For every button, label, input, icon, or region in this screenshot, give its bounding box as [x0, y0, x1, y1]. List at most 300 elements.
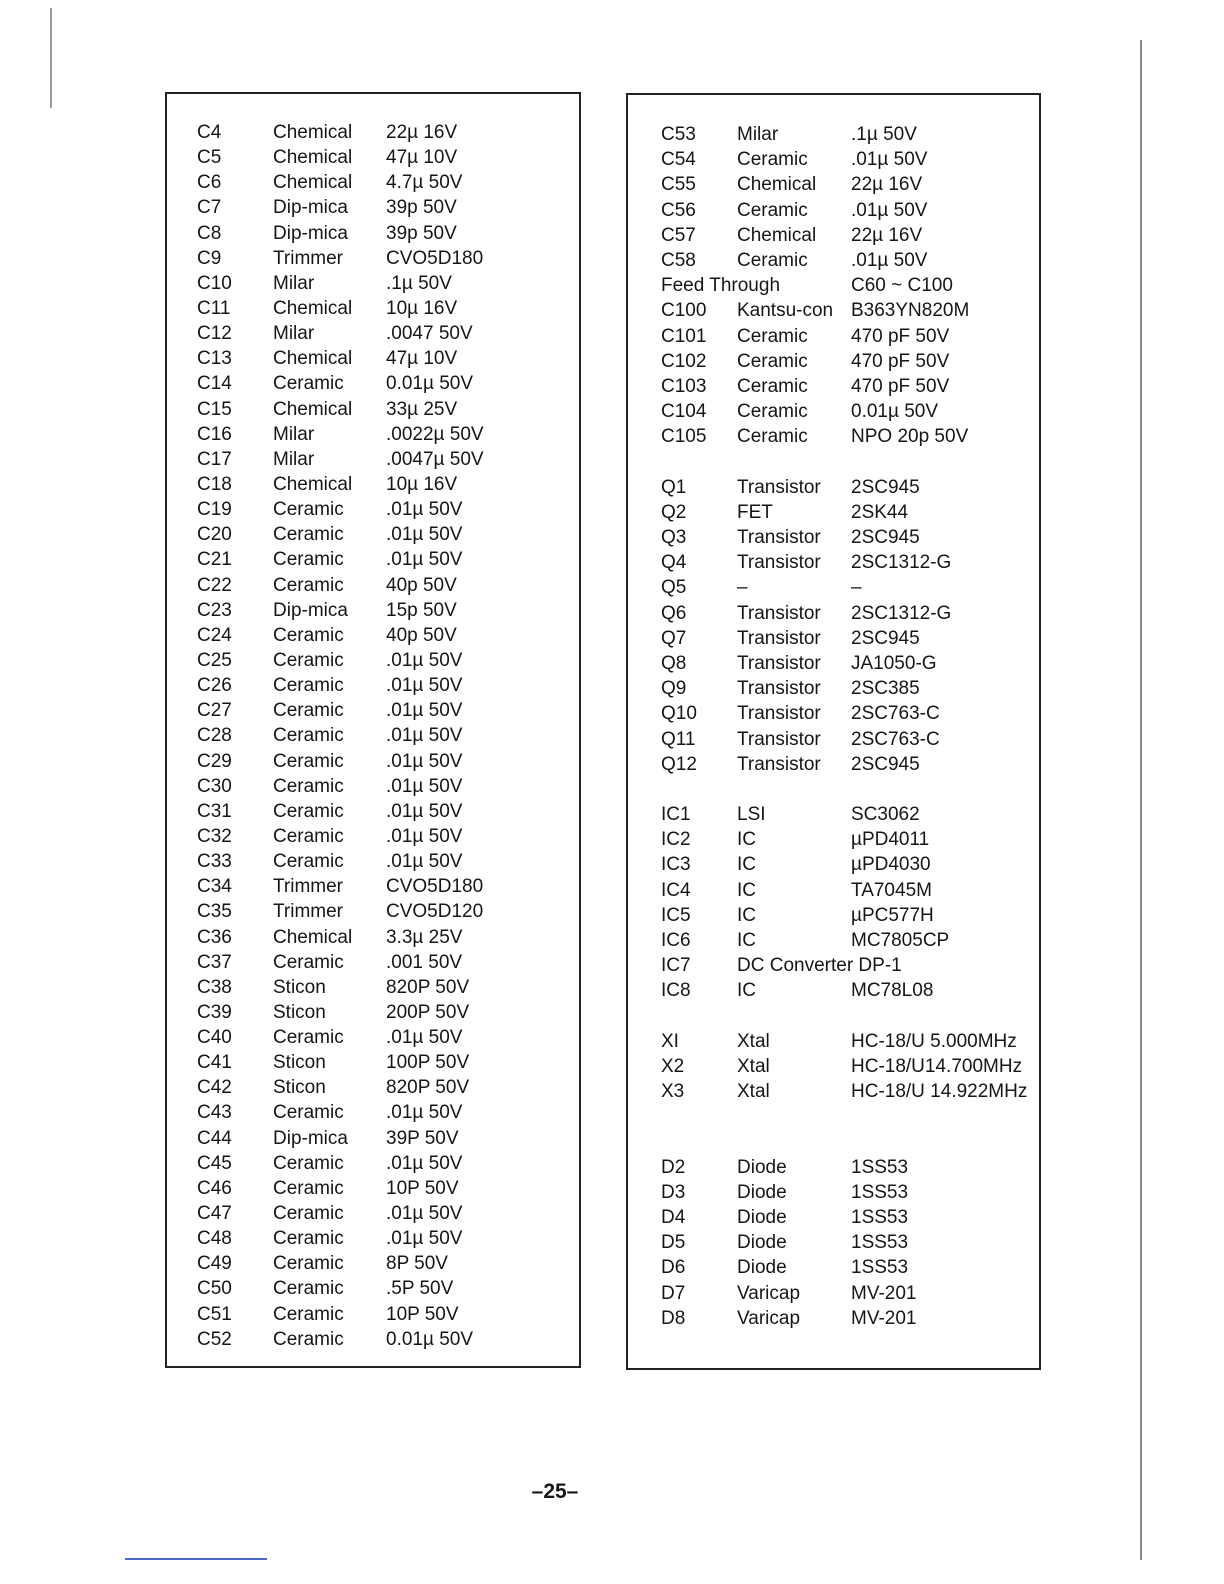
part-type: Ceramic — [737, 325, 808, 347]
part-ref: C21 — [197, 549, 232, 571]
part-ref: C32 — [197, 825, 232, 847]
part-value: 39p 50V — [386, 197, 457, 219]
part-type: Transistor — [737, 652, 821, 674]
part-value: 820P 50V — [386, 1077, 470, 1099]
part-value: .01µ 50V — [851, 249, 928, 271]
parts-row — [167, 1251, 579, 1276]
parts-row — [628, 1230, 1039, 1255]
part-value: CVO5D180 — [386, 247, 484, 269]
part-value: – — [851, 577, 862, 599]
parts-row — [167, 874, 579, 899]
parts-row — [628, 601, 1039, 626]
part-value: 470 pF 50V — [851, 350, 950, 372]
part-ref: C54 — [661, 149, 696, 171]
part-value: .001 50V — [386, 951, 463, 973]
part-value: µPC577H — [851, 904, 934, 926]
part-value: .01µ 50V — [386, 1203, 463, 1225]
part-type: Transistor — [737, 602, 821, 624]
part-type: Chemical — [273, 348, 353, 370]
part-value: 0.01µ 50V — [386, 373, 474, 395]
parts-row — [628, 978, 1039, 1003]
part-type: Milar — [273, 448, 315, 470]
part-value: 820P 50V — [386, 976, 470, 998]
parts-row — [628, 676, 1039, 701]
part-ref: C46 — [197, 1177, 232, 1199]
part-ref: IC4 — [661, 879, 691, 901]
part-ref: C12 — [197, 323, 232, 345]
part-type: Diode — [737, 1156, 787, 1178]
scan-edge-left — [50, 8, 52, 108]
parts-row — [167, 1126, 579, 1151]
part-value: .01µ 50V — [851, 199, 928, 221]
part-ref: Feed Through — [661, 275, 781, 297]
part-type: Diode — [737, 1207, 787, 1229]
part-type: Ceramic — [737, 249, 808, 271]
part-type: Ceramic — [273, 700, 344, 722]
part-ref: C36 — [197, 926, 232, 948]
part-ref: Q6 — [661, 602, 687, 624]
part-value: 4.7µ 50V — [386, 172, 463, 194]
parts-row — [167, 799, 579, 824]
part-type: Chemical — [273, 926, 353, 948]
part-ref: C101 — [661, 325, 707, 347]
part-value: .01µ 50V — [386, 1027, 463, 1049]
part-type: Transistor — [737, 678, 821, 700]
part-ref: C22 — [197, 574, 232, 596]
part-value: 2SC763-C — [851, 703, 940, 725]
parts-row — [628, 626, 1039, 651]
part-type: Chemical — [737, 224, 817, 246]
part-value: 10P 50V — [386, 1303, 459, 1325]
part-type: Ceramic — [737, 149, 808, 171]
part-ref: Q3 — [661, 527, 687, 548]
parts-row — [167, 1276, 579, 1301]
part-type: IC — [737, 879, 756, 901]
part-type: Transistor — [737, 703, 821, 725]
part-value: 2SC945 — [851, 527, 920, 548]
part-ref: Q7 — [661, 627, 687, 649]
part-ref: C14 — [197, 373, 232, 395]
part-type: Chemical — [273, 147, 353, 169]
part-value: .01µ 50V — [386, 700, 463, 722]
part-value: .01µ 50V — [386, 524, 463, 546]
part-ref: D5 — [661, 1232, 686, 1254]
part-value: 1SS53 — [851, 1181, 909, 1203]
part-ref: IC5 — [661, 904, 691, 926]
part-ref: C13 — [197, 348, 232, 370]
part-value: .01µ 50V — [386, 1102, 463, 1124]
parts-row — [167, 246, 579, 271]
parts-row — [167, 346, 579, 371]
part-ref: C8 — [197, 222, 222, 244]
parts-row — [167, 1050, 579, 1075]
part-type: Varicap — [737, 1307, 801, 1329]
part-ref: C38 — [197, 976, 232, 998]
part-value: .01µ 50V — [386, 851, 463, 873]
parts-row — [628, 802, 1039, 827]
parts-row — [628, 399, 1039, 424]
parts-row — [628, 298, 1039, 323]
part-value: JA1050-G — [851, 652, 937, 674]
part-value: MV-201 — [851, 1307, 917, 1329]
part-type: FET — [737, 501, 773, 523]
part-value: HC-18/U 14.922MHz — [851, 1081, 1028, 1103]
part-ref: Q4 — [661, 552, 687, 574]
parts-row — [167, 1000, 579, 1025]
part-type: Ceramic — [273, 1278, 344, 1300]
part-type: Trimmer — [273, 901, 343, 923]
part-ref: Q8 — [661, 652, 687, 674]
part-value: SC3062 — [851, 804, 920, 826]
scan-edge-bottom — [125, 1558, 267, 1560]
part-value: 2SC1312-G — [851, 602, 952, 624]
parts-row — [628, 424, 1039, 449]
part-type: Diode — [737, 1257, 787, 1279]
part-ref: C30 — [197, 775, 232, 797]
part-type: Ceramic — [273, 624, 344, 646]
part-value: µPD4030 — [851, 854, 931, 876]
part-type: Ceramic — [273, 1152, 344, 1174]
parts-row — [167, 472, 579, 497]
part-type: Milar — [273, 423, 315, 445]
part-value: 1SS53 — [851, 1232, 909, 1254]
part-ref: IC1 — [661, 804, 691, 826]
part-value: 2SC945 — [851, 627, 920, 649]
part-type: Ceramic — [737, 199, 808, 221]
parts-row — [167, 1025, 579, 1050]
parts-row — [167, 296, 579, 321]
part-value: .01µ 50V — [386, 1152, 463, 1174]
parts-row — [167, 673, 579, 698]
parts-row — [628, 651, 1039, 676]
part-value: 200P 50V — [386, 1001, 470, 1023]
part-ref: C26 — [197, 675, 232, 697]
part-ref: C43 — [197, 1102, 232, 1124]
part-ref: C24 — [197, 624, 232, 646]
parts-row — [628, 525, 1039, 550]
part-ref: X3 — [661, 1081, 685, 1103]
part-value: 2SC945 — [851, 476, 920, 498]
part-type: Ceramic — [273, 1177, 344, 1199]
part-ref: C47 — [197, 1203, 232, 1225]
parts-row — [167, 1302, 579, 1327]
part-ref: C25 — [197, 649, 232, 671]
part-type: Ceramic — [273, 373, 344, 395]
part-ref: C102 — [661, 350, 707, 372]
part-value: B363YN820M — [851, 300, 970, 322]
page-number: –25– — [531, 1480, 579, 1503]
part-type: Xtal — [737, 1030, 770, 1052]
part-ref: C17 — [197, 448, 232, 470]
part-value: 22µ 16V — [386, 122, 458, 143]
parts-row — [167, 120, 579, 145]
part-value: 15p 50V — [386, 599, 457, 621]
part-value: 2SC763-C — [851, 728, 940, 750]
part-ref: C29 — [197, 750, 232, 772]
part-value: 47µ 10V — [386, 147, 458, 169]
part-value: 40p 50V — [386, 624, 457, 646]
part-type: Dip-mica — [273, 222, 348, 244]
parts-row — [167, 170, 579, 195]
part-value: 2SC385 — [851, 678, 920, 700]
part-type: Ceramic — [273, 1303, 344, 1325]
part-type: IC — [737, 930, 756, 951]
part-ref: IC7 — [661, 955, 691, 977]
part-type: Varicap — [737, 1282, 801, 1304]
part-ref: IC6 — [661, 930, 691, 951]
part-type: – — [737, 577, 748, 599]
parts-row — [167, 271, 579, 296]
parts-row — [167, 522, 579, 547]
part-value: 10P 50V — [386, 1177, 459, 1199]
part-ref: C4 — [197, 122, 222, 143]
part-value: .01µ 50V — [386, 649, 463, 671]
part-type: Ceramic — [273, 951, 344, 973]
parts-row — [167, 1327, 579, 1352]
parts-row — [167, 1176, 579, 1201]
part-ref: C41 — [197, 1052, 232, 1074]
parts-row — [167, 598, 579, 623]
parts-list-left — [167, 120, 579, 1352]
part-ref: C19 — [197, 499, 232, 521]
part-ref: Q9 — [661, 678, 687, 700]
part-ref: C49 — [197, 1253, 232, 1275]
part-type: Sticon — [273, 1077, 326, 1099]
parts-list-right-panel — [626, 93, 1041, 1370]
part-ref: C100 — [661, 300, 707, 322]
part-ref: Q11 — [661, 728, 696, 750]
parts-row — [167, 1075, 579, 1100]
part-type: Ceramic — [273, 649, 344, 671]
part-type: Dip-mica — [273, 599, 348, 621]
part-type: Chemical — [273, 172, 353, 194]
parts-row — [628, 727, 1039, 752]
part-ref: C56 — [661, 199, 696, 221]
part-value: 1SS53 — [851, 1257, 909, 1279]
part-type: Ceramic — [273, 524, 344, 546]
part-value: 470 pF 50V — [851, 375, 950, 397]
part-ref: Q1 — [661, 476, 687, 498]
parts-row — [628, 752, 1039, 777]
part-type: Ceramic — [273, 851, 344, 873]
part-ref: C10 — [197, 272, 232, 294]
part-ref: C23 — [197, 599, 232, 621]
part-value: 10µ 16V — [386, 473, 458, 495]
parts-row — [167, 975, 579, 1000]
part-type: Ceramic — [273, 1228, 344, 1250]
part-ref: C6 — [197, 172, 222, 194]
part-type: Ceramic — [273, 499, 344, 521]
part-type: IC — [737, 829, 756, 851]
part-type: Sticon — [273, 976, 326, 998]
part-ref: D3 — [661, 1181, 686, 1203]
part-type: Ceramic — [273, 750, 344, 772]
parts-row — [628, 1079, 1039, 1104]
part-type: Ceramic — [737, 350, 808, 372]
part-value: 39P 50V — [386, 1127, 459, 1149]
part-type: Trimmer — [273, 876, 343, 898]
parts-row — [167, 547, 579, 572]
part-type: Kantsu-con — [737, 300, 834, 322]
part-value: .01µ 50V — [386, 549, 463, 571]
parts-row — [167, 749, 579, 774]
part-value: .01µ 50V — [386, 725, 463, 747]
parts-row — [628, 1130, 1039, 1155]
part-value: 2SK44 — [851, 501, 909, 523]
parts-row — [628, 827, 1039, 852]
parts-row — [628, 198, 1039, 223]
part-type: Diode — [737, 1232, 787, 1254]
part-type: Transistor — [737, 552, 821, 574]
part-ref: C7 — [197, 197, 222, 219]
parts-row — [628, 374, 1039, 399]
parts-row — [628, 273, 1039, 298]
part-ref: C27 — [197, 700, 232, 722]
part-value: NPO 20p 50V — [851, 426, 969, 448]
part-value: 22µ 16V — [851, 224, 923, 246]
part-ref: C50 — [197, 1278, 232, 1300]
part-type: Ceramic — [737, 375, 808, 397]
part-ref: C55 — [661, 174, 696, 196]
part-ref: D2 — [661, 1156, 686, 1178]
parts-row — [628, 223, 1039, 248]
part-ref: Q12 — [661, 753, 697, 775]
part-value: .01µ 50V — [386, 675, 463, 697]
part-type: LSI — [737, 804, 766, 826]
part-type: Transistor — [737, 627, 821, 649]
part-ref: C45 — [197, 1152, 232, 1174]
part-type: DC Converter DP-1 — [737, 955, 902, 977]
part-type: Ceramic — [273, 775, 344, 797]
part-type: Milar — [273, 323, 315, 345]
parts-row — [628, 928, 1039, 953]
part-ref: C28 — [197, 725, 232, 747]
parts-row — [167, 145, 579, 170]
part-value: 1SS53 — [851, 1207, 909, 1229]
parts-row — [167, 221, 579, 246]
parts-row — [628, 1155, 1039, 1180]
part-type: Chemical — [273, 398, 353, 420]
part-value: 39p 50V — [386, 222, 457, 244]
parts-list-left-panel — [165, 92, 581, 1368]
part-ref: C16 — [197, 423, 232, 445]
parts-row — [628, 852, 1039, 877]
part-ref: C15 — [197, 398, 232, 420]
parts-row — [167, 899, 579, 924]
part-value: MC78L08 — [851, 980, 934, 1002]
part-ref: C48 — [197, 1228, 232, 1250]
part-type: Transistor — [737, 728, 821, 750]
parts-row — [167, 573, 579, 598]
parts-row — [628, 1205, 1039, 1230]
parts-row — [628, 172, 1039, 197]
part-value: C60 ~ C100 — [851, 275, 953, 297]
part-ref: C39 — [197, 1001, 232, 1023]
parts-row — [167, 849, 579, 874]
part-value: HC-18/U14.700MHz — [851, 1055, 1023, 1077]
parts-row — [628, 349, 1039, 374]
parts-row — [167, 371, 579, 396]
parts-row — [167, 723, 579, 748]
part-ref: C44 — [197, 1127, 232, 1149]
parts-row — [628, 1180, 1039, 1205]
parts-list-right — [628, 122, 1039, 1331]
parts-row — [628, 122, 1039, 147]
parts-row — [628, 1029, 1039, 1054]
parts-row — [167, 774, 579, 799]
part-value: .01µ 50V — [386, 750, 463, 772]
parts-row — [167, 1201, 579, 1226]
part-ref: C53 — [661, 124, 696, 145]
part-type: Chemical — [273, 122, 353, 143]
part-value: 3.3µ 25V — [386, 926, 463, 948]
part-value: CVO5D120 — [386, 901, 484, 923]
parts-row — [628, 147, 1039, 172]
parts-row — [628, 777, 1039, 802]
part-value: MV-201 — [851, 1282, 917, 1304]
part-ref: C11 — [197, 297, 231, 319]
parts-row — [167, 397, 579, 422]
part-type: Ceramic — [273, 549, 344, 571]
parts-row — [167, 648, 579, 673]
part-ref: IC2 — [661, 829, 691, 851]
part-type: Ceramic — [273, 1203, 344, 1225]
part-ref: C104 — [661, 401, 707, 423]
part-value: 10µ 16V — [386, 297, 458, 319]
part-type: Dip-mica — [273, 1127, 348, 1149]
parts-row — [628, 1054, 1039, 1079]
part-ref: IC8 — [661, 980, 691, 1002]
part-type: Ceramic — [273, 725, 344, 747]
part-ref: C31 — [197, 800, 232, 822]
parts-row — [167, 497, 579, 522]
part-ref: C52 — [197, 1328, 232, 1350]
part-value: MC7805CP — [851, 930, 950, 951]
part-type: Ceramic — [273, 1328, 344, 1350]
part-ref: C5 — [197, 147, 222, 169]
part-value: 100P 50V — [386, 1052, 470, 1074]
part-type: Ceramic — [273, 825, 344, 847]
part-type: Ceramic — [273, 1253, 344, 1275]
part-value: 0.01µ 50V — [851, 401, 939, 423]
part-value: .1µ 50V — [386, 272, 452, 294]
parts-row — [167, 623, 579, 648]
part-value: 2SC945 — [851, 753, 920, 775]
part-type: Ceramic — [737, 401, 808, 423]
parts-row — [628, 449, 1039, 474]
part-type: Ceramic — [273, 800, 344, 822]
part-type: Ceramic — [273, 1027, 344, 1049]
parts-row — [628, 1004, 1039, 1029]
part-value: TA7045M — [851, 879, 932, 901]
parts-row — [628, 1255, 1039, 1280]
part-ref: D7 — [661, 1282, 686, 1304]
part-type: Milar — [273, 272, 315, 294]
part-ref: C57 — [661, 224, 696, 246]
parts-row — [167, 698, 579, 723]
part-type: Transistor — [737, 753, 821, 775]
part-value: 1SS53 — [851, 1156, 909, 1178]
part-value: 470 pF 50V — [851, 325, 950, 347]
part-ref: C103 — [661, 375, 707, 397]
part-value: HC-18/U 5.000MHz — [851, 1030, 1017, 1052]
part-value: .01µ 50V — [851, 149, 928, 171]
parts-row — [167, 195, 579, 220]
part-ref: C58 — [661, 249, 696, 271]
part-ref: X2 — [661, 1055, 685, 1077]
part-type: Xtal — [737, 1081, 770, 1103]
part-value: .0047 50V — [386, 323, 473, 345]
